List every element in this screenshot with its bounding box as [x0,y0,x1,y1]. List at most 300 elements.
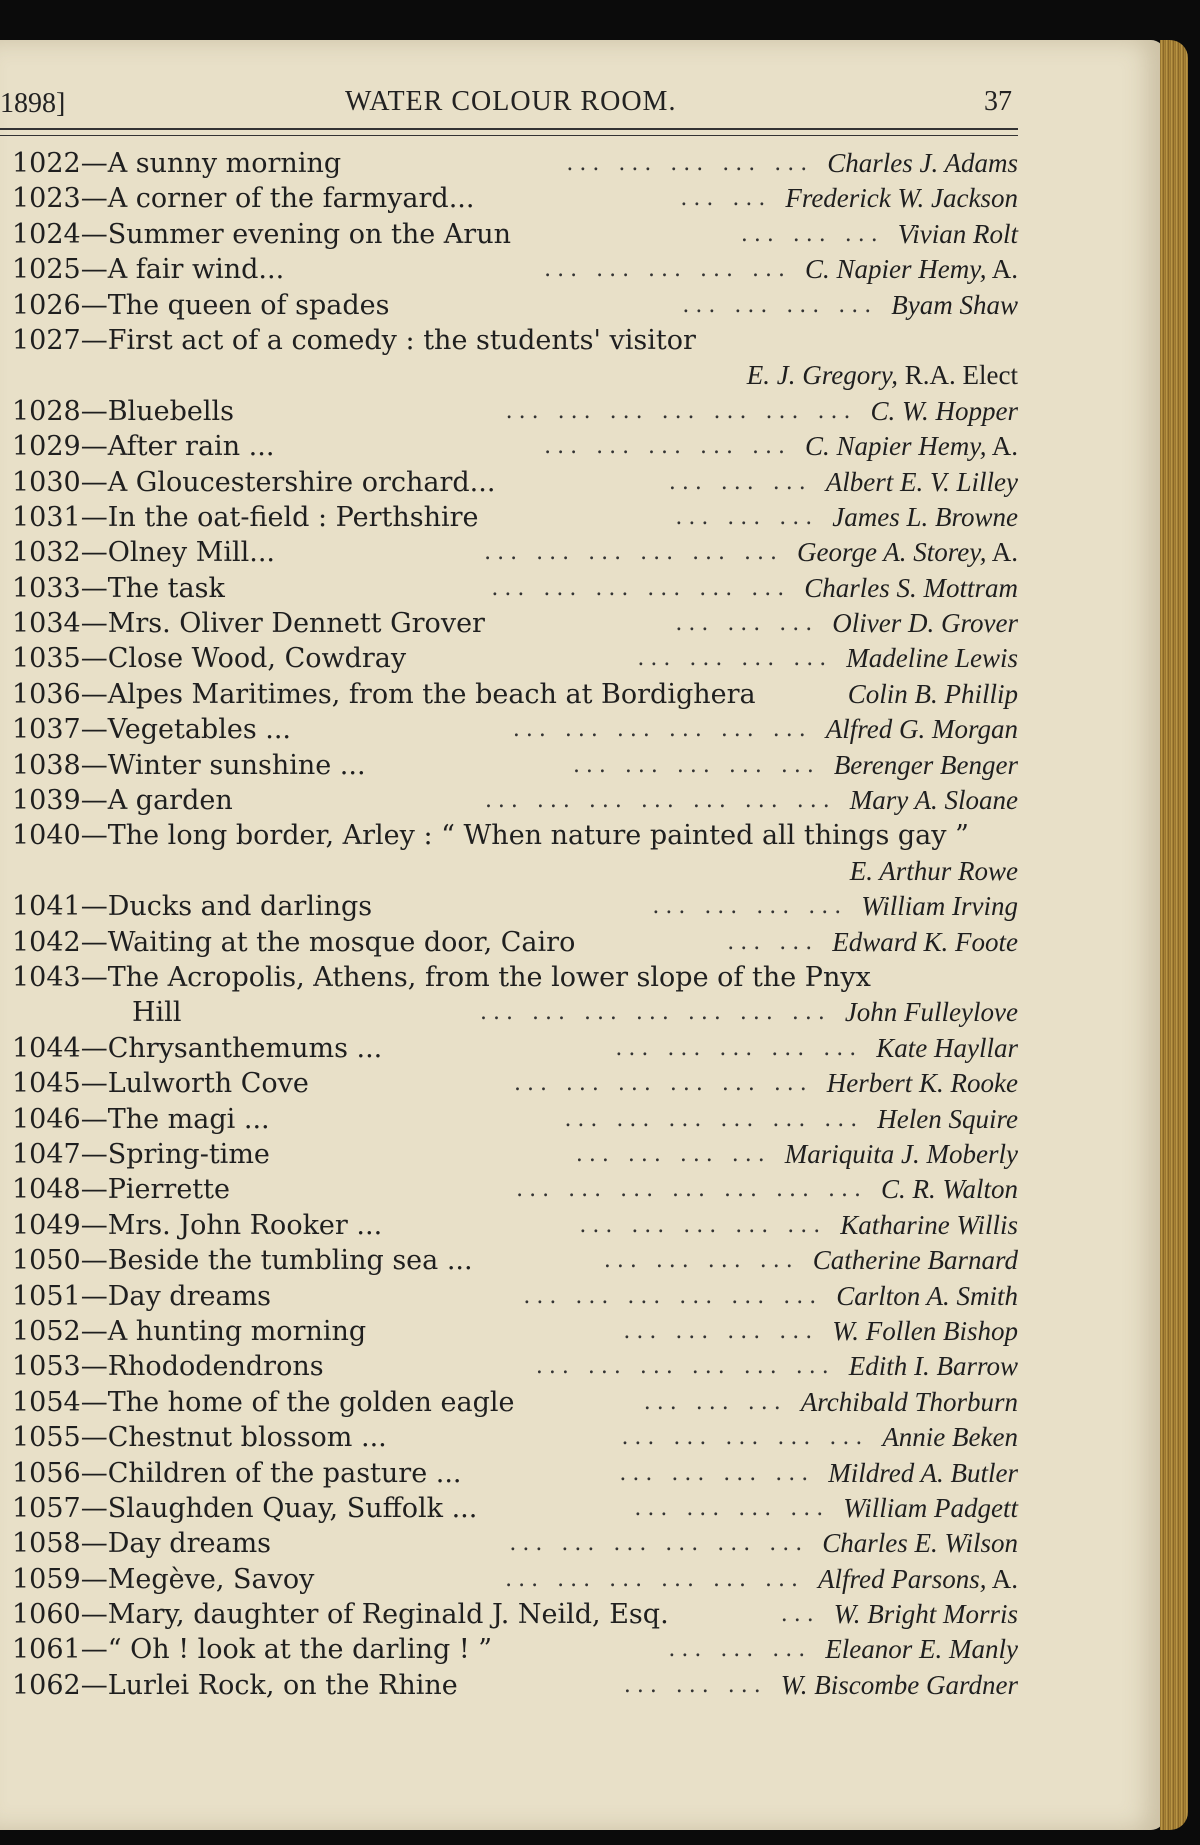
artist-suffix: R.A. Elect [898,360,1018,391]
catalog-entry [12,1597,1018,1632]
catalog-entry [12,748,1018,783]
entry-dash: — [80,289,108,321]
entry-dash: — [80,820,108,852]
entry-dash: — [80,1669,108,1701]
entry-title: Lulworth Cove [107,1068,309,1100]
leader-dots: ... ... ... ... ... ... [513,1071,813,1097]
leader-dots: ... ... ... ... [619,1460,815,1486]
entry-title: “ Oh ! look at the darling ! ” [107,1634,493,1666]
entry-number: 1033 [12,572,81,604]
entry-title: Beside the tumbling sea ... [107,1245,473,1277]
leader-dots: ... ... [680,186,772,212]
catalog-entry [12,1491,1018,1526]
catalog-entry [12,1172,1018,1207]
entry-left [12,1562,314,1597]
entry-artist [898,217,1018,252]
entry-number: 1031 [12,501,81,533]
artist-name: Byam Shaw [891,289,1018,320]
artist-name: C. W. Hopper [870,395,1018,426]
artist-name: Berenger Benger [833,749,1018,780]
entry-artist [834,1597,1018,1632]
leader-dots: ... ... ... [668,1637,812,1663]
entry-left [12,1279,271,1314]
artist-name: Helen Squire [877,1103,1018,1134]
entry-left [12,748,366,783]
entry-left [12,712,291,747]
entry-artist [882,1420,1018,1455]
entry-dash: — [80,1351,108,1383]
entry-dash: — [80,785,108,817]
entry-dash: — [80,749,108,781]
entry-dash: — [80,1563,108,1595]
catalog-entry [12,1562,1018,1597]
entry-title: Waiting at the mosque door, Cairo [107,926,576,958]
entry-left [12,1597,669,1632]
artist-name: Herbert K. Rooke [826,1068,1018,1099]
entry-left [12,1208,382,1243]
artist-name: William Irving [861,891,1018,922]
leader-dots: ... ... ... ... ... [579,1212,827,1238]
entry-title: Olney Mill... [107,537,275,569]
leader-dots: ... ... ... ... [682,292,878,318]
leader-dots: ... ... ... ... ... [621,1425,869,1451]
entry-title: Slaughden Quay, Suffolk ... [107,1492,478,1524]
artist-name: C. Napier Hemy, [804,431,987,462]
artist-name: Charles J. Adams [827,148,1018,178]
catalog-entry [12,500,1018,535]
artist-name: Oliver D. Grover [832,608,1018,639]
entry-title: Vegetables ... [107,714,292,746]
entry-artist [832,606,1018,641]
entry-title: First act of a comedy : the students' visitor [107,324,696,356]
entry-artist [826,465,1018,500]
entry-title: After rain ... [107,431,275,463]
entry-left [12,181,474,216]
header-title: WATER COLOUR ROOM. [345,86,677,117]
entry-artist [848,677,1018,712]
entry-number: 1045 [12,1068,81,1100]
entry-number: 1028 [12,395,81,427]
entry-title: The long border, Arley : “ When nature painted all things gay ” [107,820,969,852]
entry-artist [881,1172,1018,1207]
entry-title: A fair wind... [107,254,285,286]
entry-artist [846,641,1018,676]
entry-number: 1047 [12,1138,81,1170]
entry-title: Bluebells [107,395,234,427]
entry-number: 1023 [12,183,81,215]
artist-name: C. Napier Hemy, [804,254,987,285]
leader-dots: ... ... ... ... ... ... [523,1283,823,1309]
entry-title: The queen of spades [107,289,390,321]
entry-title: Close Wood, Cowdray [107,643,407,675]
entry-dash: — [80,714,108,746]
entry-artist [785,1137,1018,1172]
entry-left [12,1668,458,1703]
artist-name: W. Bright Morris [833,1599,1018,1630]
entry-left [12,960,871,995]
catalog-entry [12,1526,1018,1561]
entry-title: Mary, daughter of Reginald J. Neild, Esq. [107,1599,669,1631]
catalog-entry [12,1420,1018,1455]
entry-artist [797,535,1018,570]
artist-name: Alfred Parsons, [817,1563,987,1594]
entry-left [12,217,511,252]
entry-number: 1029 [12,431,81,463]
catalog-entry [12,1208,1018,1243]
entry-number: 1048 [12,1174,81,1206]
entry-artist [861,889,1018,924]
entry-title: Ducks and darlings [107,891,373,923]
entry-number: 1038 [12,749,81,781]
artist-name: Vivian Rolt [897,218,1018,249]
entry-title: Children of the pasture ... [107,1457,462,1489]
entry-number: 1034 [12,608,81,640]
artist-suffix: A. [986,537,1018,568]
catalog-entry [12,960,1018,1031]
entry-number: 1037 [12,714,81,746]
entry-left [12,252,284,287]
entry-artist [822,1526,1018,1561]
entry-left [12,1031,382,1066]
entry-number: 1036 [12,678,81,710]
leader-dots: ... ... [727,929,819,955]
entry-number: 1042 [12,926,81,958]
entry-artist [785,181,1018,216]
entry-left [12,925,575,960]
entry-artist [813,1243,1018,1278]
artist-suffix: A. [986,1563,1018,1594]
catalog-entry [12,394,1018,429]
entry-left [12,1456,462,1491]
entry-artist [818,1562,1018,1597]
entry-number: 1041 [12,891,81,923]
leader-dots: ... ... ... ... ... [544,257,791,283]
catalog-entry [12,1031,1018,1066]
entry-dash: — [80,148,108,179]
artist-name: John Fulleylove [844,997,1018,1028]
entry-title: The home of the golden eagle [107,1386,515,1418]
leader-dots: ... ... ... ... [603,1248,799,1274]
leader-dots: ... ... ... ... [575,1141,771,1167]
entry-dash: — [80,183,108,215]
entry-title: The task [107,572,225,604]
entry-title: Lurlei Rock, on the Rhine [107,1669,458,1701]
leader-dots: ... ... ... ... ... ... [484,540,784,566]
leader-dots: ... ... ... ... ... ... ... [480,1000,831,1026]
catalog-entry [12,1314,1018,1349]
entry-artist [805,429,1018,464]
entry-dash: — [80,466,108,498]
leader-dots: ... ... ... ... ... [544,434,791,460]
entry-number: 1058 [12,1528,81,1560]
entry-dash: — [80,1634,108,1666]
entry-left [12,146,341,181]
entry-title: Mrs. John Rooker ... [107,1209,383,1241]
entry-left [12,1349,324,1384]
entry-artist [840,1208,1018,1243]
entry-left [12,1314,366,1349]
entry-title: The Acropolis, Athens, from the lower slope of the Pnyx [107,962,871,994]
entry-title: Megève, Savoy [107,1563,315,1595]
leader-dots: ... ... ... ... ... ... [564,1106,864,1132]
entry-title: A corner of the farmyard... [107,183,475,215]
artist-name: Edith I. Barrow [848,1351,1018,1382]
leader-dots: ... ... ... ... ... [615,1035,863,1061]
entry-dash: — [80,537,108,569]
entry-number: 1040 [12,820,81,852]
entry-title: A Gloucestershire orchard... [107,466,496,498]
entry-title: A sunny morning [107,148,342,179]
artist-name: Charles E. Wilson [822,1528,1018,1559]
catalog-list [12,146,1018,1703]
entry-left [12,535,275,570]
entry-dash: — [80,572,108,604]
catalog-entry [12,146,1018,181]
entry-number: 1030 [12,466,81,498]
catalog-entry [12,1668,1018,1703]
entry-title: Rhododendrons [107,1351,324,1383]
catalog-entry [12,465,1018,500]
entry-number: 1046 [12,1103,81,1135]
entry-dash: — [80,962,108,994]
entry-number: 1053 [12,1351,81,1383]
entry-dash: — [80,395,108,427]
entry-dash: — [80,1068,108,1100]
catalog-entry [12,1456,1018,1491]
entry-number: 1022 [12,148,81,179]
entry-number: 1059 [12,1563,81,1595]
artist-name: Carlton A. Smith [836,1280,1018,1311]
leader-dots: ... ... ... ... ... ... [509,1531,809,1557]
entry-title: Chrysanthemums ... [107,1032,383,1064]
entry-number: 1061 [12,1634,81,1666]
entry-dash: — [80,1315,108,1347]
entry-number: 1026 [12,289,81,321]
entry-left [12,1385,515,1420]
entry-artist [805,252,1018,287]
entry-left [12,288,389,323]
entry-artist [832,925,1018,960]
leader-dots: ... ... ... [675,611,819,637]
catalog-entry [12,1349,1018,1384]
catalog-entry [12,818,1018,889]
entry-left [12,394,234,429]
entry-dash: — [80,324,108,356]
catalog-entry [12,1385,1018,1420]
catalog-entry [12,783,1018,818]
entry-title: Spring-time [107,1138,270,1170]
entry-title: Day dreams [107,1528,272,1560]
leader-dots: ... ... ... ... ... ... ... [484,788,836,814]
entry-artist [801,1385,1018,1420]
entry-number: 1056 [12,1457,81,1489]
entry-left [12,1526,271,1561]
entry-dash: — [80,1457,108,1489]
page-number: 37 [984,86,1012,117]
entry-left [12,606,485,641]
entry-artist [891,288,1018,323]
entry-artist [781,1668,1018,1703]
entry-left [12,783,233,818]
entry-artist [747,358,1018,393]
catalog-entry [12,323,1018,394]
leader-dots: ... ... ... ... ... [572,752,820,778]
leader-dots: ... ... ... ... [623,1318,819,1344]
artist-name: Alfred G. Morgan [825,714,1018,745]
entry-dash: — [80,1245,108,1277]
entry-dash: — [80,608,108,640]
entry-title: Alpes Maritimes, from the beach at Bordighera [107,678,756,710]
entry-left [12,818,969,853]
entry-left [12,465,495,500]
entry-artist [876,1031,1018,1066]
entry-number: 1032 [12,537,81,569]
entry-dash: — [80,891,108,923]
entry-left [12,641,406,676]
entry-artist [828,1456,1018,1491]
catalog-entry [12,217,1018,252]
artist-name: Frederick W. Jackson [785,183,1018,214]
entry-title: Winter sunshine ... [107,749,366,781]
entry-artist [804,571,1018,606]
entry-title: Mrs. Oliver Dennett Grover [107,608,485,640]
artist-name: William Padgett [843,1492,1018,1523]
entry-artist [826,712,1018,747]
entry-dash: — [80,1032,108,1064]
entry-dash: — [80,1103,108,1135]
catalog-entry [12,1137,1018,1172]
artist-name: Kate Hayllar [876,1032,1018,1063]
entry-artist [843,1491,1018,1526]
artist-name: E. Arthur Rowe [849,855,1018,886]
page-edge [1160,40,1188,1830]
artist-name: Edward K. Foote [832,926,1018,957]
entry-left [12,1172,230,1207]
entry-number: 1051 [12,1280,81,1312]
leader-dots: ... ... ... ... ... ... ... [505,398,857,424]
entry-left [12,1491,477,1526]
leader-dots: ... ... ... ... [637,646,833,672]
artist-name: Colin B. Phillip [847,678,1018,709]
entry-left [12,500,479,535]
entry-artist [825,1632,1018,1667]
artist-suffix: A. [986,254,1018,285]
leader-dots: ... ... ... ... ... ... [535,1354,835,1380]
leader-dots: ... ... ... ... ... ... ... [516,1177,867,1203]
entry-number: 1060 [12,1599,81,1631]
entry-dash: — [80,218,108,250]
catalog-entry [12,1279,1018,1314]
entry-number: 1039 [12,785,81,817]
leader-dots: ... ... ... ... [634,1495,830,1521]
leader-dots: ... ... ... [623,1672,767,1698]
entry-dash: — [80,1280,108,1312]
entry-number: 1049 [12,1209,81,1241]
entry-dash: — [80,431,108,463]
entry-left [12,1632,492,1667]
entry-number: 1050 [12,1245,81,1277]
artist-name: Albert E. V. Lilley [825,466,1018,497]
entry-artist [834,748,1018,783]
catalog-entry [12,252,1018,287]
entry-left [12,889,372,924]
artist-name: James L. Browne [832,501,1018,532]
leader-dots: ... ... ... ... ... ... [491,575,791,601]
entry-title: In the oat-field : Perthshire [107,501,479,533]
artist-suffix: A. [986,431,1018,462]
entry-dash: — [80,926,108,958]
entry-number: 1025 [12,254,81,286]
entry-number: 1035 [12,643,81,675]
entry-left [12,1137,270,1172]
artist-name: Archibald Thorburn [800,1386,1018,1417]
entry-dash: — [80,1492,108,1524]
entry-artist [827,1066,1018,1101]
artist-name: Eleanor E. Manly [825,1634,1018,1665]
artist-name: E. J. Gregory, [746,360,899,391]
header-year: 1898] [0,88,66,119]
entry-artist [850,854,1018,889]
entry-artist [832,500,1018,535]
entry-dash: — [80,1174,108,1206]
entry-title: A hunting morning [107,1315,367,1347]
entry-artist [849,1349,1018,1384]
leader-dots: ... [780,1602,820,1628]
entry-dash: — [80,1599,108,1631]
entry-left [12,1243,473,1278]
entry-dash: — [80,1138,108,1170]
artist-name: Madeline Lewis [846,643,1018,674]
catalog-entry [12,641,1018,676]
catalog-entry [12,677,1018,712]
entry-title: Summer evening on the Arun [107,218,511,250]
running-header [0,82,1020,122]
leader-dots: ... ... ... ... ... ... [505,1566,804,1592]
catalog-entry [12,1066,1018,1101]
leader-dots: ... ... ... [675,504,819,530]
entry-number: 1024 [12,218,81,250]
entry-number: 1054 [12,1386,81,1418]
artist-name: W. Biscombe Gardner [780,1669,1018,1700]
entry-title: Pierrette [107,1174,230,1206]
entry-left [12,429,274,464]
entry-dash: — [80,643,108,675]
entry-title: Chestnut blossom ... [107,1422,387,1454]
entry-dash: — [80,1528,108,1560]
entry-left [12,677,756,712]
entry-artist [832,1314,1018,1349]
entry-left [12,571,225,606]
entry-dash: — [80,501,108,533]
leader-dots: ... ... ... [668,469,812,495]
entry-left [12,323,696,358]
header-rule [0,128,1018,136]
catalog-entry [12,1102,1018,1137]
entry-left [12,1420,387,1455]
entry-number: 1055 [12,1422,81,1454]
entry-title: The magi ... [107,1103,270,1135]
artist-name: Mary A. Sloane [849,785,1018,816]
leader-dots: ... ... ... [740,221,884,247]
artist-name: Mariquita J. Moberly [784,1138,1018,1169]
entry-artist [870,394,1018,429]
artist-name: Catherine Barnard [812,1245,1018,1276]
artist-name: George A. Storey, [797,537,987,568]
entry-artist [877,1102,1018,1137]
artist-name: Charles S. Mottram [804,572,1018,603]
entry-artist [836,1279,1018,1314]
entry-dash: — [80,1386,108,1418]
